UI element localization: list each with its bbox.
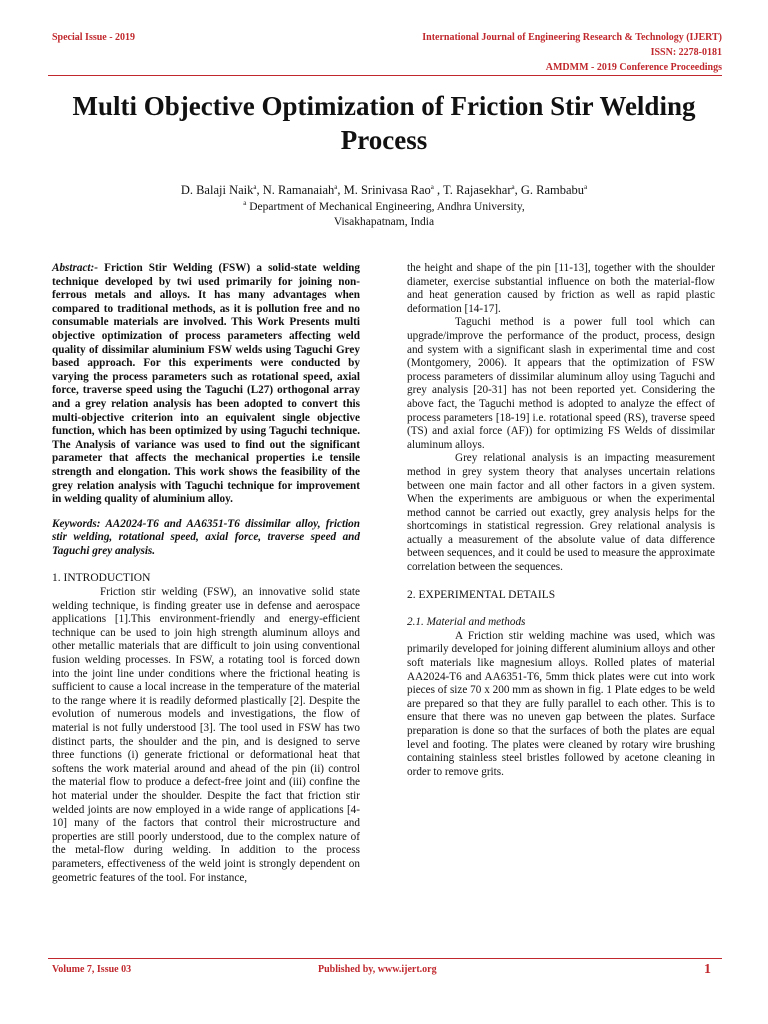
author-1: D. Balaji Naik — [180, 183, 254, 197]
subsection-heading-material: 2.1. Material and methods — [407, 616, 526, 629]
intro-paragraph: Friction stir welding (FSW), an innovative solid state welding technique, is finding greater use in defense and aerospace applications [1].This environment-friendly and energy-efficient technique can be used to join high strength aluminum alloys and other metallic materials that are difficult to join using conventional fusion welding processes. In FSW, a rotating tool is forced down into the joint line under conditions where the frictional heating is sufficient to cause a local increase in the temperature of the material to the range where it is readily deformed plastically [2]. Despite the evolution of numerous models and investigations, the flow of material is not fully understood [3]. The tool used in FSW has two distinct parts, the shoulder and the pin, and is designed to serve three functions (i) generate frictional or deformational heat that softens the work material around and ahead of the pin (ii) control the material flow to produce a defect-free joint and (iii) confine the hot material under the shoulder. Despite the fact that friction stir welded joints are now employed in a wide range of applications [4-10] many of the factors that control their microstructure and properties are still poorly understood, due to the complex nature of the metal-flow during welding. In addition to the process parameters, effectiveness of the weld joint is strongly dependent on geometric features of the tool. For instance, — [52, 586, 360, 884]
abstract — [52, 262, 360, 507]
special-issue-label: Special Issue - 2019 — [52, 32, 136, 43]
right-column — [407, 262, 715, 779]
affiliation-sup: a — [243, 199, 247, 208]
abstract-text: Friction Stir Welding (FSW) a solid-state welding technique developed by twi used primarily for joining non-ferrous metals and alloys. It has many advantages when compared to traditional methods, as it is pollution free and no consumable materials are involved. This Work Presents multi objective optimization of process parameters affecting weld quality of dissimilar aluminium FSW welds using Taguchi Grey based approach. For this experiments were conducted by varying the process parameters such as rotational speed, axial force, traverse speed using the Taguchi (L27) orthogonal array and a grey relation analysis has been adopted to convert this multi-objective criterion into an equivalent single objective function, which has been optimized by using Taguchi technique. The Analysis of variance was used to find out the significant parameter that affects the mechanical properties i.e tensile strength and elongation. This work shows the feasibility of the grey relation analysis with Taguchi technique for improvement in welding quality of aluminium alloy. — [52, 262, 360, 506]
left-column — [52, 262, 360, 885]
author-5: , G. Rambabu — [514, 183, 585, 197]
section-heading-introduction: 1. INTRODUCTION — [52, 572, 151, 585]
right-paragraph-taguchi: Taguchi method is a power full tool which can upgrade/improve the performance of the product, process, design and system with a significant slash in experimental time and cost (Montgomery, 2006). It appears that the optimization of FSW process parameters of dissimilar aluminum alloy using Taguchi and grey analysis [20-31] has not been reported yet. Considering the above fact, the Taguchi method is adopted to analyze the effect of process parameters [18-19] i.e. rotational speed (RS), traverse speed (TS) and axial force (AF)) for optimizing FS Welds of dissimilar aluminum alloys. — [407, 316, 715, 451]
author-sup: a — [511, 182, 515, 191]
page-number: 1 — [704, 962, 711, 977]
header-rule — [48, 75, 722, 76]
issn: ISSN: 2278-0181 — [650, 47, 722, 58]
author-list — [40, 182, 728, 198]
author-sup: a — [584, 182, 588, 191]
right-paragraph-material: A Friction stir welding machine was used, which was primarily developed for joining different aluminium alloys and other soft materials like magnesium alloys. Rolled plates of material AA2024-T6 and AA6351-T6, 5mm thick plates were cut into work pieces of size 70 x 200 mm as shown in fig. 1 Plate edges to be weld are prepared so that they are fully parallel to each other. This is to ensure that there was no uneven gap between the plates. Surface preparation is done so that the surfaces of both the plates are equal level and footing. The plates were cleaned by rotary wire brushing containing stainless steel bristles followed by acetone cleaning in order to remove grits. — [407, 629, 715, 778]
journal-name: International Journal of Engineering Research & Technology (IJERT) — [422, 32, 722, 43]
author-sup: a — [430, 182, 434, 191]
author-sup: a — [253, 182, 257, 191]
author-sup: a — [334, 182, 338, 191]
keywords: Keywords: AA2024-T6 and AA6351-T6 dissimilar alloy, friction stir welding, rotational speed, axial force, traverse speed and Taguchi grey analysis. — [52, 517, 360, 557]
right-paragraph-1: the height and shape of the pin [11-13], together with the shoulder diameter, exercise substantial influence on both the material-flow and heat generation caused by friction as well as rapid plastic deformation [14-17]. — [407, 262, 715, 315]
section-heading-experimental: 2. EXPERIMENTAL DETAILS — [407, 588, 556, 601]
affiliation-line-1 — [40, 200, 728, 215]
abstract-label: Abstract:- — [52, 262, 98, 274]
affiliation-line-2: Visakhapatnam, India — [333, 216, 435, 228]
conference-label: AMDMM - 2019 Conference Proceedings — [545, 62, 722, 73]
author-3: , M. Srinivasa Rao — [337, 183, 431, 197]
author-4: , T. Rajasekhar — [433, 183, 512, 197]
author-2: , N. Ramanaiah — [256, 183, 335, 197]
publisher-link[interactable]: Published by, www.ijert.org — [318, 964, 437, 975]
right-paragraph-grey: Grey relational analysis is an impacting measurement method in grey system theory that analyses uncertain relations between one main factor and all other factors in a given system. When the experiments are ambiguous or when the experimental method cannot be carried out exactly, grey analysis helps for the shortcomings in statistical regression. Grey relational analysis is actually a measurement of the absolute value of data difference between sequences, and it could be used to measure the approximate correlation between the sequences. — [407, 452, 715, 574]
paper-title: Multi Objective Optimization of Friction Stir Welding Process — [72, 91, 696, 155]
affiliation-dept: Department of Mechanical Engineering, Andhra University, — [249, 201, 525, 213]
footer-rule — [48, 958, 722, 959]
affiliation — [40, 200, 728, 230]
volume-issue: Volume 7, Issue 03 — [52, 964, 132, 975]
